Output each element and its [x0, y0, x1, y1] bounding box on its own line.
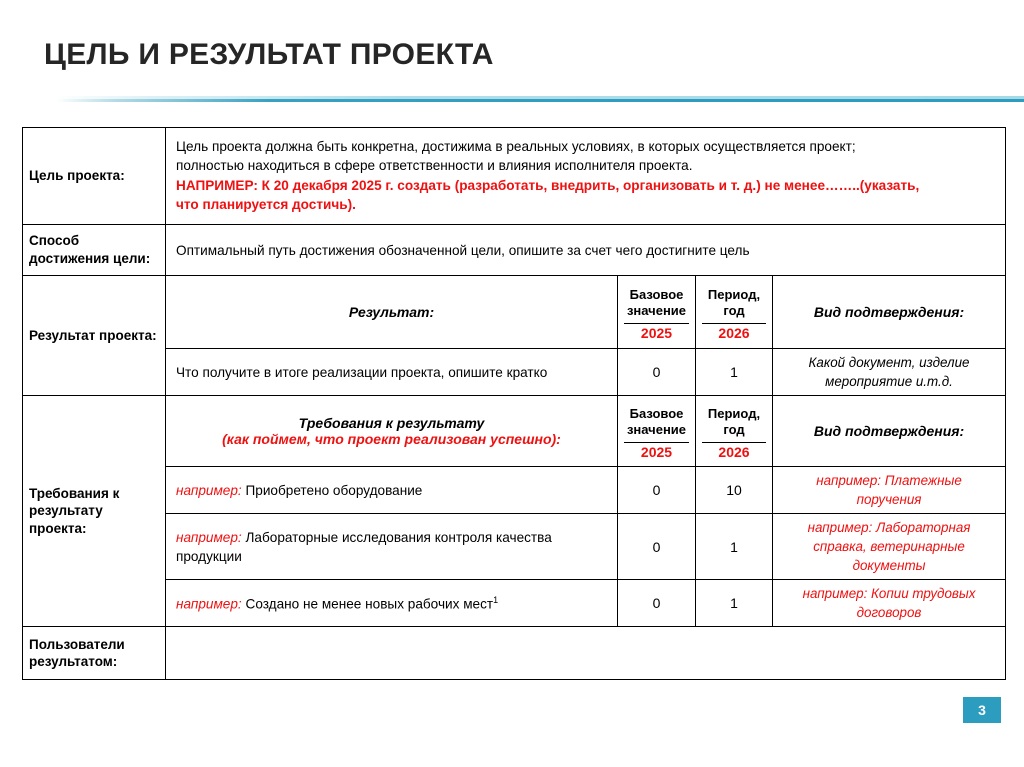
result-confirmation-line-1: Какой документ, изделие	[808, 355, 970, 371]
table-row-users	[23, 627, 1006, 680]
requirements-header-subtitle: (как поймем, что проект реализован успешно):	[222, 431, 561, 448]
goal-line-2: полностью находиться в сфере ответственности и влияния исполнителя проекта.	[176, 158, 693, 174]
result-base-value-header	[618, 276, 696, 349]
requirement-1-period: 10	[696, 467, 773, 514]
requirement-2-body: Лабораторные исследования контроля качества продукции	[176, 529, 552, 564]
requirement-1-confirmation	[773, 467, 1006, 514]
method-description-cell: Оптимальный путь достижения обозначенной цели, опишите за счет чего достигните цель	[166, 225, 1006, 276]
result-period-header	[696, 276, 773, 349]
requirements-period-header	[696, 396, 773, 467]
table-row-goal	[23, 128, 1006, 225]
result-base-value-label: Базовое значение	[626, 287, 687, 318]
result-confirmation-header: Вид подтверждения:	[773, 276, 1006, 349]
requirement-3-confirmation	[773, 580, 1006, 627]
title-underline	[56, 99, 1024, 102]
project-goal-result-table	[22, 127, 1006, 680]
result-description: Что получите в итоге реализации проекта, опишите кратко	[166, 349, 618, 396]
requirement-1-text	[166, 467, 618, 514]
result-base-value-year: 2025	[624, 323, 689, 343]
result-confirmation	[773, 349, 1006, 396]
goal-example-line-1: НАПРИМЕР: К 20 декабря 2025 г. создать (разработать, внедрить, организовать и т. д.) не менее……..(указать,	[176, 177, 920, 193]
requirement-2-base: 0	[618, 514, 696, 580]
requirements-period-label: Период, год	[707, 406, 761, 437]
requirements-base-value-year: 2025	[624, 442, 689, 462]
requirement-3-text	[166, 580, 618, 627]
requirement-3-base: 0	[618, 580, 696, 627]
requirement-2-confirmation-line-2: справка, ветеринарные	[813, 539, 965, 555]
goal-example-line-2: что планируется достичь).	[176, 196, 356, 212]
requirements-header-title: Требования к результату	[298, 415, 485, 432]
requirement-2-confirmation	[773, 514, 1006, 580]
requirements-base-value-header	[618, 396, 696, 467]
requirement-3-body: Создано не менее новых рабочих мест	[241, 596, 494, 612]
result-column-header: Результат:	[166, 276, 618, 349]
page-number-badge: 3	[963, 697, 1001, 723]
requirement-1-confirmation-line-2: поручения	[856, 492, 922, 508]
requirement-2-period: 1	[696, 514, 773, 580]
table-row-result-header	[23, 276, 1006, 349]
result-period-label: Период, год	[707, 287, 761, 318]
requirement-3-prefix: например:	[176, 596, 242, 612]
requirement-3-period: 1	[696, 580, 773, 627]
requirement-3-footnote-marker: 1	[493, 594, 499, 605]
row-label-method: Способ достижения цели:	[23, 225, 166, 276]
requirement-1-confirmation-line-1: например: Платежные	[816, 473, 962, 489]
result-period-year: 2026	[702, 323, 766, 343]
requirement-3-confirmation-line-2: договоров	[856, 605, 922, 621]
goal-line-1: Цель проекта должна быть конкретна, достижима в реальных условиях, в которых осуществляется проект;	[176, 139, 856, 154]
requirement-1-prefix: например:	[176, 482, 242, 498]
requirement-2-prefix: например:	[176, 529, 242, 545]
requirement-2-text	[166, 514, 618, 580]
result-period-value: 1	[696, 349, 773, 396]
result-confirmation-line-2: мероприятие и.т.д.	[825, 374, 953, 390]
result-base-value: 0	[618, 349, 696, 396]
table-row-requirement-1	[23, 467, 1006, 514]
row-label-users: Пользователи результатом:	[23, 627, 166, 680]
table-row-requirement-3	[23, 580, 1006, 627]
requirements-confirmation-header: Вид подтверждения:	[773, 396, 1006, 467]
table-row-requirements-header	[23, 396, 1006, 467]
users-value-cell	[166, 627, 1006, 680]
table-row-requirement-2	[23, 514, 1006, 580]
row-label-requirements: Требования к результату проекта:	[23, 396, 166, 627]
table-row-method	[23, 225, 1006, 276]
page-title: ЦЕЛЬ И РЕЗУЛЬТАТ ПРОЕКТА	[44, 38, 494, 71]
row-label-goal: Цель проекта:	[23, 128, 166, 225]
requirement-2-confirmation-line-3: документы	[852, 558, 926, 574]
requirements-period-year: 2026	[702, 442, 766, 462]
requirements-column-header	[166, 396, 618, 467]
table-row-result-data	[23, 349, 1006, 396]
requirement-3-confirmation-line-1: например: Копии трудовых	[802, 586, 976, 602]
requirement-2-confirmation-line-1: например: Лабораторная	[807, 520, 971, 536]
requirements-base-value-label: Базовое значение	[626, 406, 687, 437]
goal-description-cell	[166, 128, 1006, 225]
requirement-1-body: Приобретено оборудование	[241, 482, 423, 498]
requirement-1-base: 0	[618, 467, 696, 514]
row-label-result: Результат проекта:	[23, 276, 166, 396]
